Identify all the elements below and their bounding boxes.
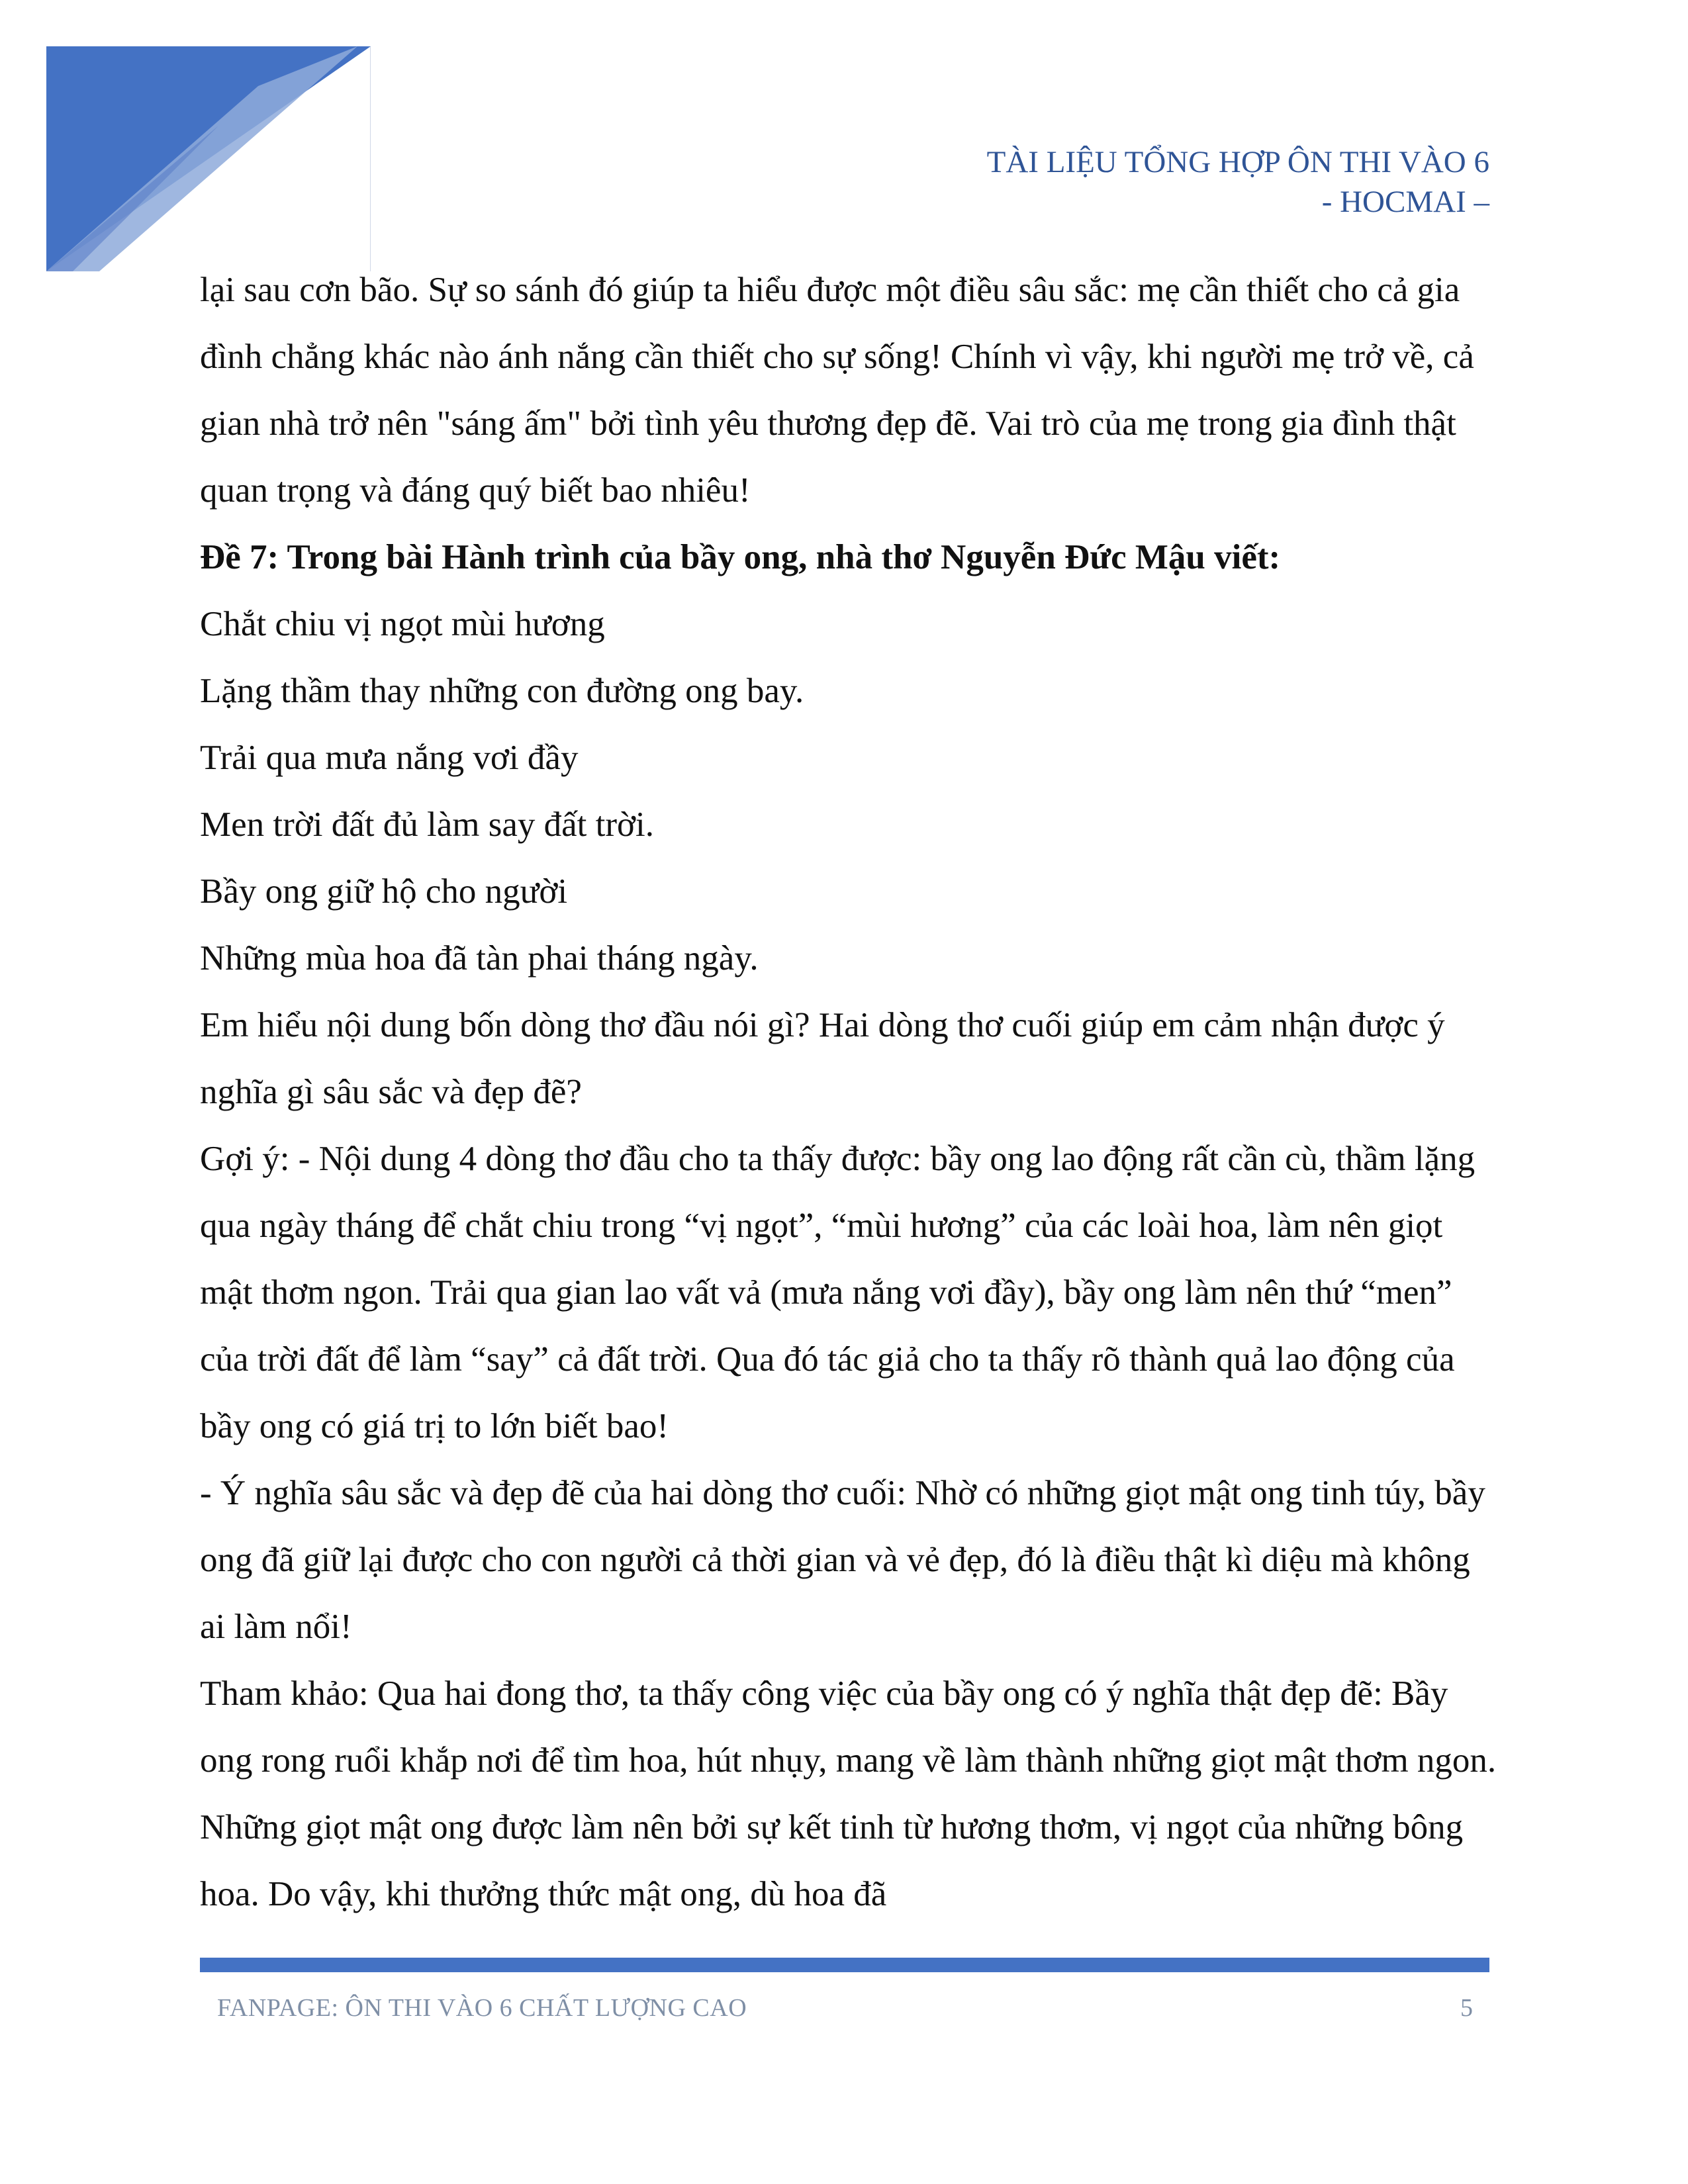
poem-line: Chắt chiu vị ngọt mùi hương [200,605,605,643]
page-number: 5 [1460,1994,1473,2022]
header-subtitle: - HOCMAI – [1321,185,1489,219]
exercise-heading: Đề 7: Trong bài Hành trình của bầy ong, nhà thơ Nguyễn Đức Mậu viết: [200,538,1281,576]
poem-line: Những mùa hoa đã tàn phai tháng ngày. [200,939,759,978]
poem-line: Trải qua mưa nắng vơi đầy [200,739,579,777]
document-header [987,142,1489,222]
hint-paragraph: - Ý nghĩa sâu sắc và đẹp đẽ của hai dòng thơ cuối: Nhờ có những giọt mật ong tinh túy, bầy ong đã giữ lại được cho con người cả thời gian và vẻ đẹp, đó là điều thật kì diệu mà không ai làm nổi! [200,1474,1485,1646]
document-body [200,257,1497,1928]
hint-paragraph: Gợi ý: - Nội dung 4 dòng thơ đầu cho ta thấy được: bầy ong lao động rất cần cù, thầm lặng qua ngày tháng để chắt chiu trong “vị ngọt”, “mùi hương” của các loài hoa, làm nên giọt mật thơm ngon. Trải qua gian lao vất vả (mưa nắng vơi đầy), bầy ong làm nên thứ “men” của trời đất để làm “say” cả đất trời. Qua đó tác giả cho ta thấy rõ thành quả lao động của bầy ong có giá trị to lớn biết bao! [200,1140,1476,1445]
reference-paragraph: Tham khảo: Qua hai đong thơ, ta thấy công việc của bầy ong có ý nghĩa thật đẹp đẽ: Bầy ong rong ruổi khắp nơi để tìm hoa, hút nhụy, mang về làm thành những giọt mật thơm ngon. Những giọt mật ong được làm nên bởi sự kết tinh từ hương thơm, vị ngọt của những bông hoa. Do vậy, khi thưởng thức mật ong, dù hoa đã [200,1674,1497,1913]
corner-decoration [46,46,371,271]
question: Em hiểu nội dung bốn dòng thơ đầu nói gì? Hai dòng thơ cuối giúp em cảm nhận được ý nghĩa gì sâu sắc và đẹp đẽ? [200,1006,1445,1111]
poem-line: Men trời đất đủ làm say đất trời. [200,805,655,844]
poem-line: Bầy ong giữ hộ cho người [200,872,568,911]
poem-line: Lặng thầm thay những con đường ong bay. [200,672,804,710]
paragraph: lại sau cơn bão. Sự so sánh đó giúp ta hiểu được một điều sâu sắc: mẹ cần thiết cho cả gia đình chẳng khác nào ánh nắng cần thiết cho sự sống! Chính vì vậy, khi người mẹ trở về, cả gian nhà trở nên "sáng ấm" bởi tình yêu thương đẹp đẽ. Vai trò của mẹ trong gia đình thật quan trọng và đáng quý biết bao nhiêu! [200,271,1474,510]
footer-fanpage: FANPAGE: ÔN THI VÀO 6 CHẤT LƯỢNG CAO [217,1994,747,2022]
header-title: TÀI LIỆU TỔNG HỢP ÔN THI VÀO 6 [986,145,1489,179]
footer-divider [200,1958,1489,1972]
